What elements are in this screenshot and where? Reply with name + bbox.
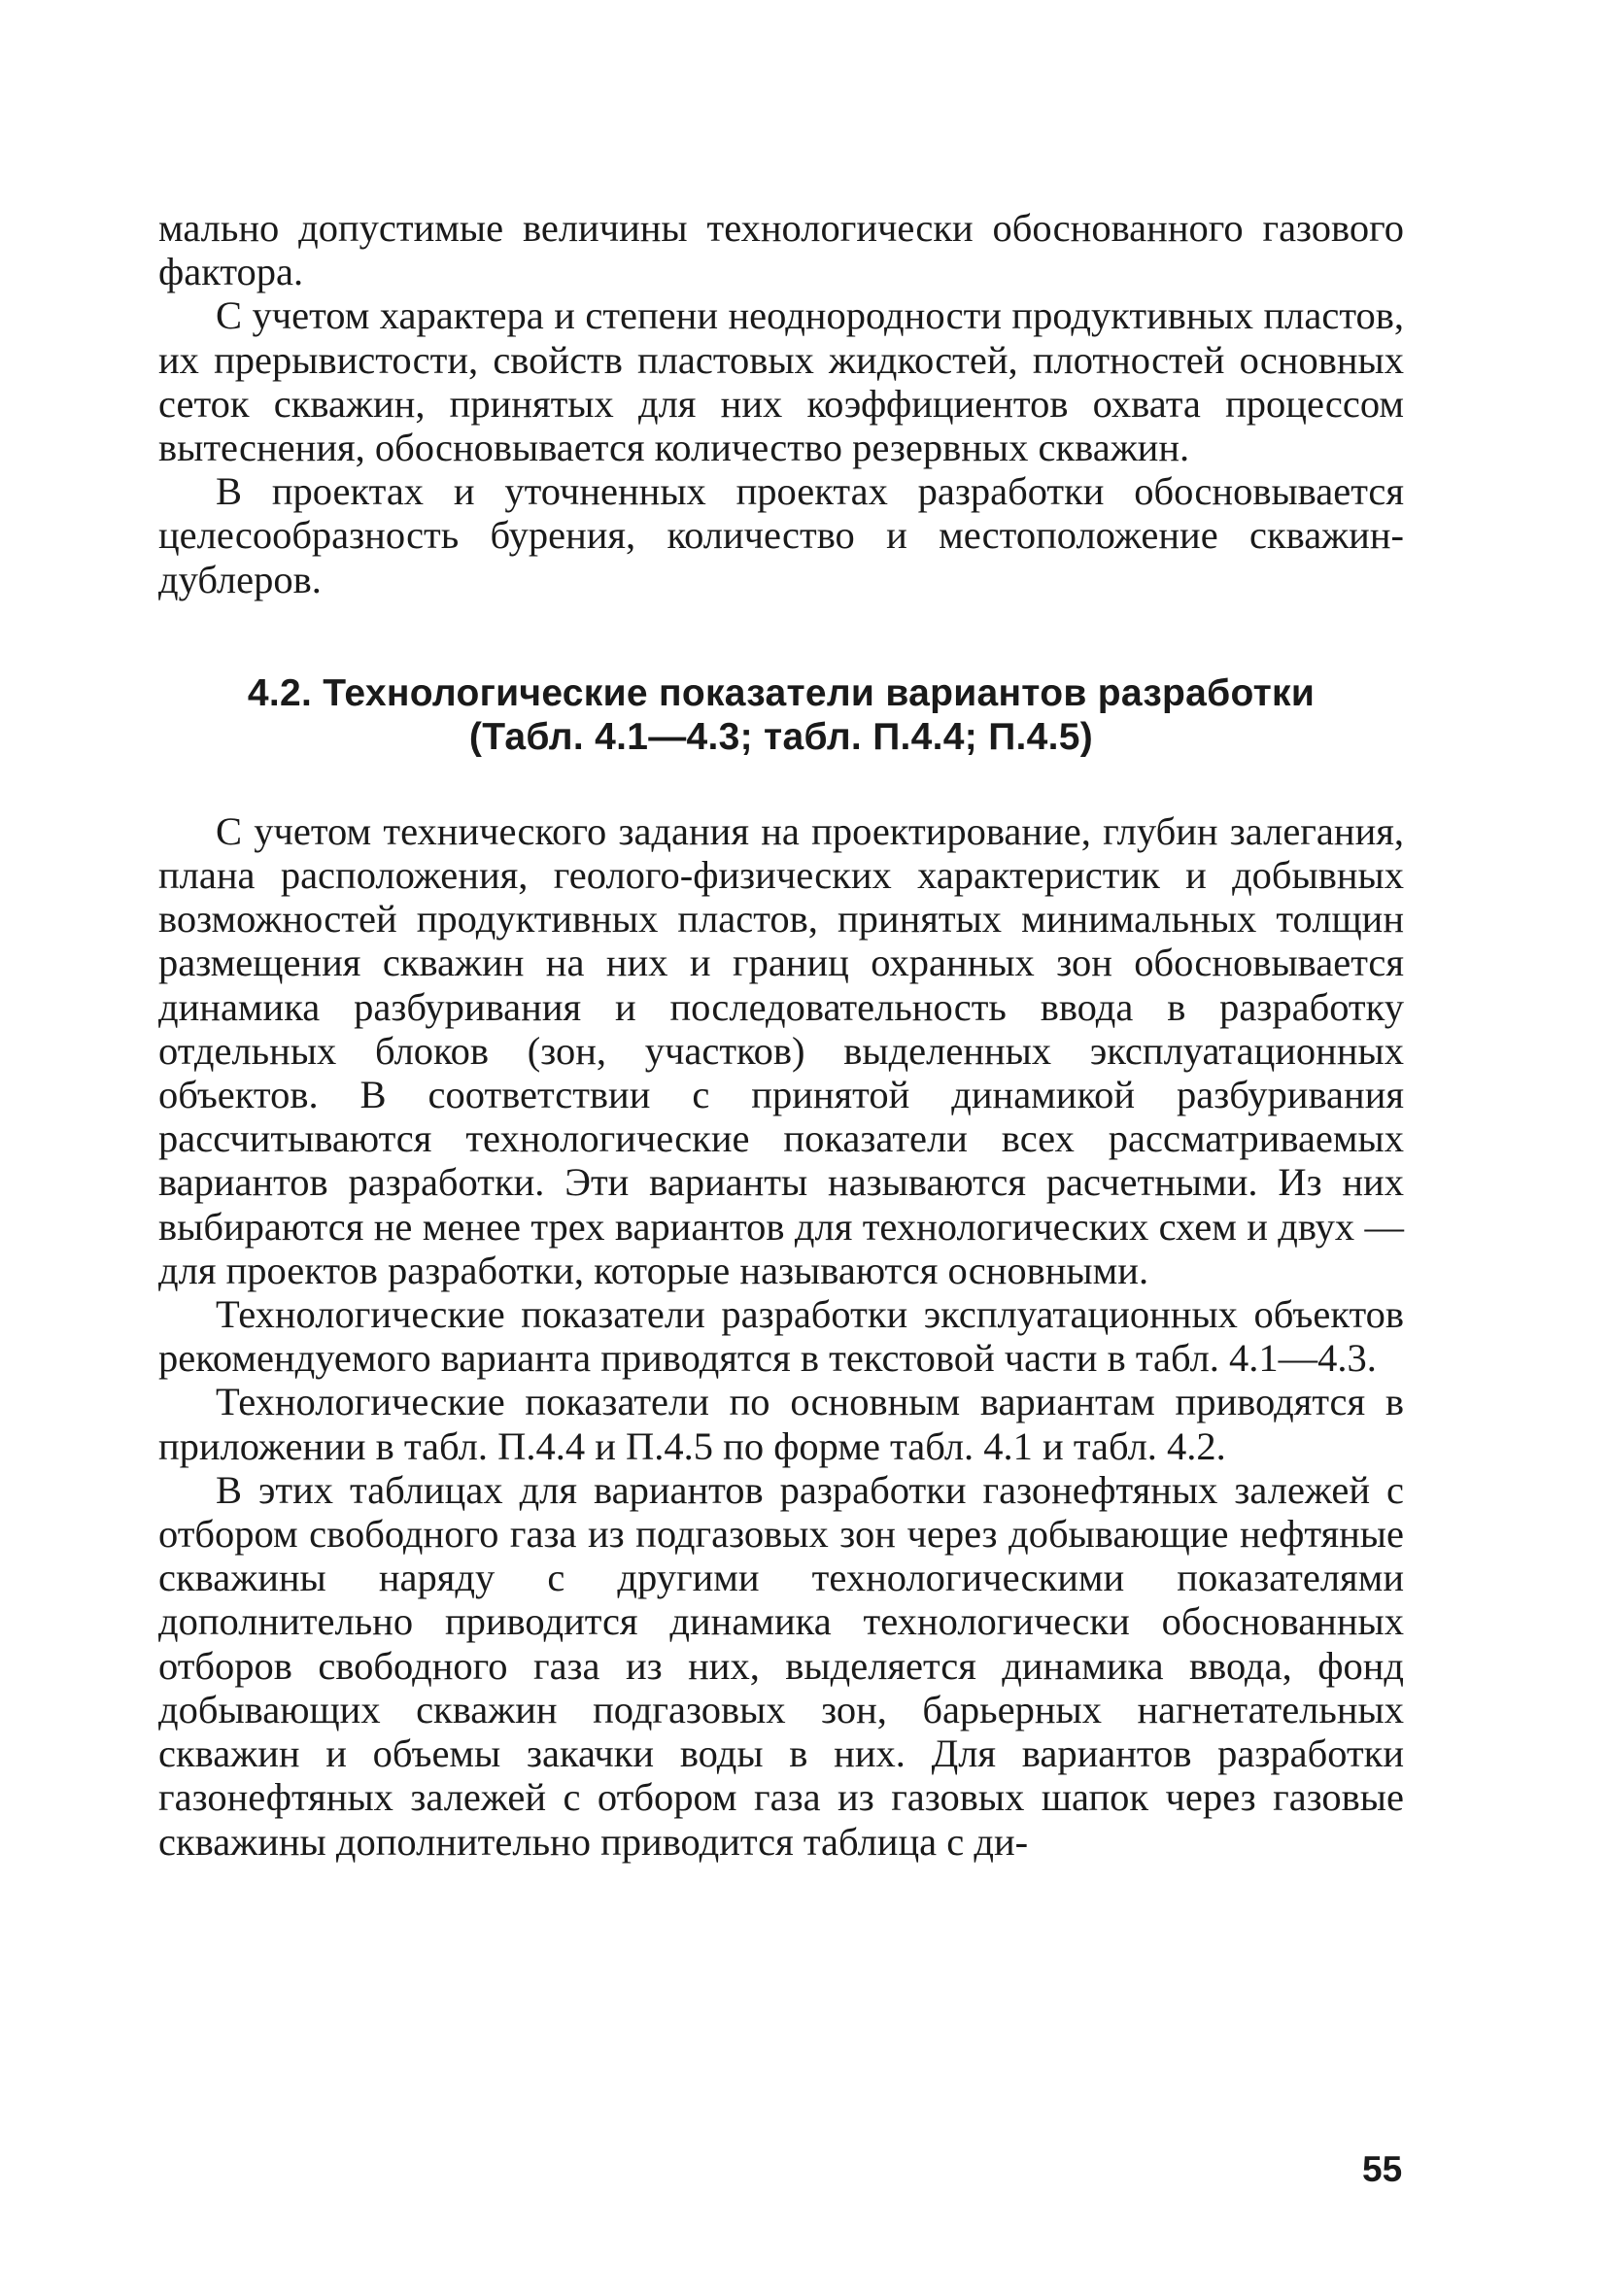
paragraph-7: В этих таблицах для вариантов разработки газонефтяных залежей с отбором свободного газа из подгазовых зон через добывающие нефтяные скважины наряду с другими технологическими показателями дополнительно приводится динамика технологически обоснованных отборов свободного газа из них, выделяется динамика ввода, фонд добывающих скважин подгазовых зон, барьерных нагнетательных скважин и объемы закачки воды в них. Для вариантов разработки газонефтяных залежей с отбором газа из газовых шапок через газовые скважины дополнительно приводится таблица с ди- (158, 1467, 1404, 1864)
paragraph-3: В проектах и уточненных проектах разработки обосновывается целесообразность бурения, количество и местоположение скважин-дублеров. (158, 469, 1404, 601)
paragraph-4: С учетом технического задания на проектирование, глубин залегания, плана расположения, геолого-физических характеристик и добывных возможностей продуктивных пластов, принятых минимальных толщин размещения скважин на них и границ охранных зон обосновывается динамика разбуривания и последовательность ввода в разработку отдельных блоков (зон, участков) выделенных эксплуатационных объектов. В соответствии с принятой динамикой разбуривания рассчитываются технологические показатели всех рассматриваемых вариантов разработки. Эти варианты называются расчетными. Из них выбираются не менее трех вариантов для технологических схем и двух — для проектов разработки, которые называются основными. (158, 808, 1404, 1292)
section-title: 4.2. Технологические показатели вариантов разработки (247, 671, 1316, 714)
text-body (158, 206, 1404, 1864)
paragraph-5: Технологические показатели разработки эксплуатационных объектов рекомендуемого варианта приводятся в текстовой части в табл. 4.1—4.3. (158, 1292, 1404, 1381)
paragraph-1: мально допустимые величины технологически обоснованного газового фактора. (158, 206, 1404, 294)
paragraph-2: С учетом характера и степени неоднородности продуктивных пластов, их прерывистости, свойств пластовых жидкостей, плотностей основных сеток скважин, принятых для них коэффициентов охвата процессом вытеснения, обосновывается количество резервных скважин. (158, 293, 1404, 470)
paragraph-6: Технологические показатели по основным вариантам приводятся в приложении в табл. П.4.4 и П.4.5 по форме табл. 4.1 и табл. 4.2. (158, 1380, 1404, 1468)
section-subtitle: (Табл. 4.1—4.3; табл. П.4.4; П.4.5) (468, 715, 1094, 758)
section-heading (158, 671, 1404, 759)
page-number: 55 (1362, 2149, 1403, 2189)
